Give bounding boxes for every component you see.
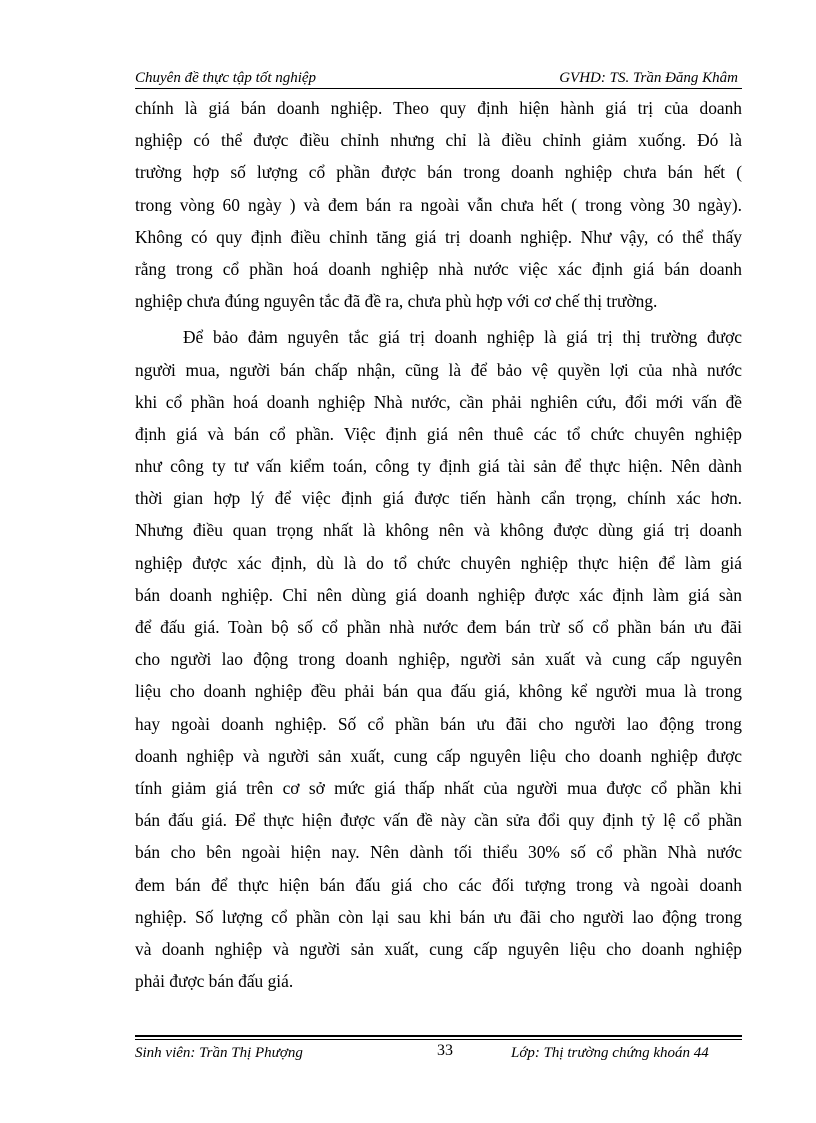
text-line: định giá và bán cổ phần. Việc định giá nên thuê các tổ chức chuyên nghiệp <box>135 423 742 444</box>
footer-class-name: Lớp: Thị trường chứng khoán 44 <box>511 1045 709 1061</box>
text-line: để đấu giá. Toàn bộ số cổ phần nhà nước đem bán trừ số cổ phần bán ưu đãi <box>135 617 742 637</box>
text-line: và doanh nghiệp và người sản xuất, cung cấp nguyên liệu cho doanh nghiệp <box>135 938 742 959</box>
page-footer <box>135 1038 742 1064</box>
header-supervisor: GVHD: TS. Trần Đăng Khâm <box>559 70 738 86</box>
text-line: nghiệp. Số lượng cổ phần còn lại sau khi bán ưu đãi cho người lao động trong <box>135 906 742 927</box>
text-line: bán doanh nghiệp. Chỉ nên dùng giá doanh nghiệp được xác định làm giá sàn <box>135 584 742 605</box>
text-line: phải được bán đấu giá. <box>135 971 294 992</box>
text-line: Để bảo đảm nguyên tắc giá trị doanh nghiệp là giá trị thị trường được <box>183 327 742 348</box>
text-line: như công ty tư vấn kiểm toán, công ty định giá tài sản để thực hiện. Nên dành <box>135 456 742 477</box>
text-line: nghiệp được xác định, dù là do tổ chức chuyên nghiệp thực hiện để làm giá <box>135 552 742 573</box>
paragraph <box>135 92 742 317</box>
footer-student-name: Sinh viên: Trần Thị Phượng <box>135 1045 303 1061</box>
text-line: bán đấu giá. Để thực hiện được vấn đề này cần sửa đổi quy định tỷ lệ cổ phần <box>135 810 742 831</box>
text-line: trong vòng 60 ngày ) và đem bán ra ngoài vẫn chưa hết ( trong vòng 30 ngày). <box>135 194 742 215</box>
text-line: hay ngoài doanh nghiệp. Số cổ phần bán ưu đãi cho người lao động trong <box>135 713 742 734</box>
text-line: rằng trong cổ phần hoá doanh nghiệp nhà nước việc xác định giá bán doanh <box>135 258 742 279</box>
page-number: 33 <box>437 1042 453 1059</box>
text-line: doanh nghiệp và người sản xuất, cung cấp nguyên liệu cho doanh nghiệp được <box>135 745 742 766</box>
text-line: đem bán để thực hiện bán đấu giá cho các đối tượng trong và ngoài doanh <box>135 874 742 895</box>
body-text <box>135 92 742 997</box>
text-line: bán cho bên ngoài hiện nay. Nên dành tối thiểu 30% số cổ phần Nhà nước <box>135 842 742 863</box>
text-line: nghiệp có thể được điều chỉnh nhưng chỉ là điều chỉnh giảm xuống. Đó là <box>135 130 742 151</box>
paragraph <box>135 321 742 997</box>
text-line: trường hợp số lượng cổ phần được bán trong doanh nghiệp chưa bán hết ( <box>135 162 742 183</box>
text-line: nghiệp chưa đúng nguyên tắc đã đề ra, chưa phù hợp với cơ chế thị trường. <box>135 291 658 312</box>
text-line: cho người lao động trong doanh nghiệp, người sản xuất và cung cấp nguyên <box>135 649 742 670</box>
footer-rule <box>135 1035 742 1037</box>
text-line: Nhưng điều quan trọng nhất là không nên và không được dùng giá trị doanh <box>135 520 742 541</box>
text-line: chính là giá bán doanh nghiệp. Theo quy định hiện hành giá trị của doanh <box>135 98 742 118</box>
text-line: người mua, người bán chấp nhận, cũng là để bảo vệ quyền lợi của nhà nước <box>135 359 742 380</box>
text-line: liệu cho doanh nghiệp đều phải bán qua đấu giá, không kể người mua là trong <box>135 681 742 702</box>
text-line: khi cổ phần hoá doanh nghiệp Nhà nước, cần phải nghiên cứu, đổi mới vấn đề <box>135 391 742 412</box>
text-line: Không có quy định điều chỉnh tăng giá trị doanh nghiệp. Như vậy, có thể thấy <box>135 226 742 247</box>
text-line: tính giảm giá trên cơ sở mức giá thấp nhất của người mua được cổ phần khi <box>135 777 742 798</box>
page-header <box>135 64 742 89</box>
header-report-title: Chuyên đề thực tập tốt nghiệp <box>135 70 317 86</box>
text-line: thời gian hợp lý để việc định giá được tiến hành cẩn trọng, chính xác hơn. <box>135 488 742 509</box>
